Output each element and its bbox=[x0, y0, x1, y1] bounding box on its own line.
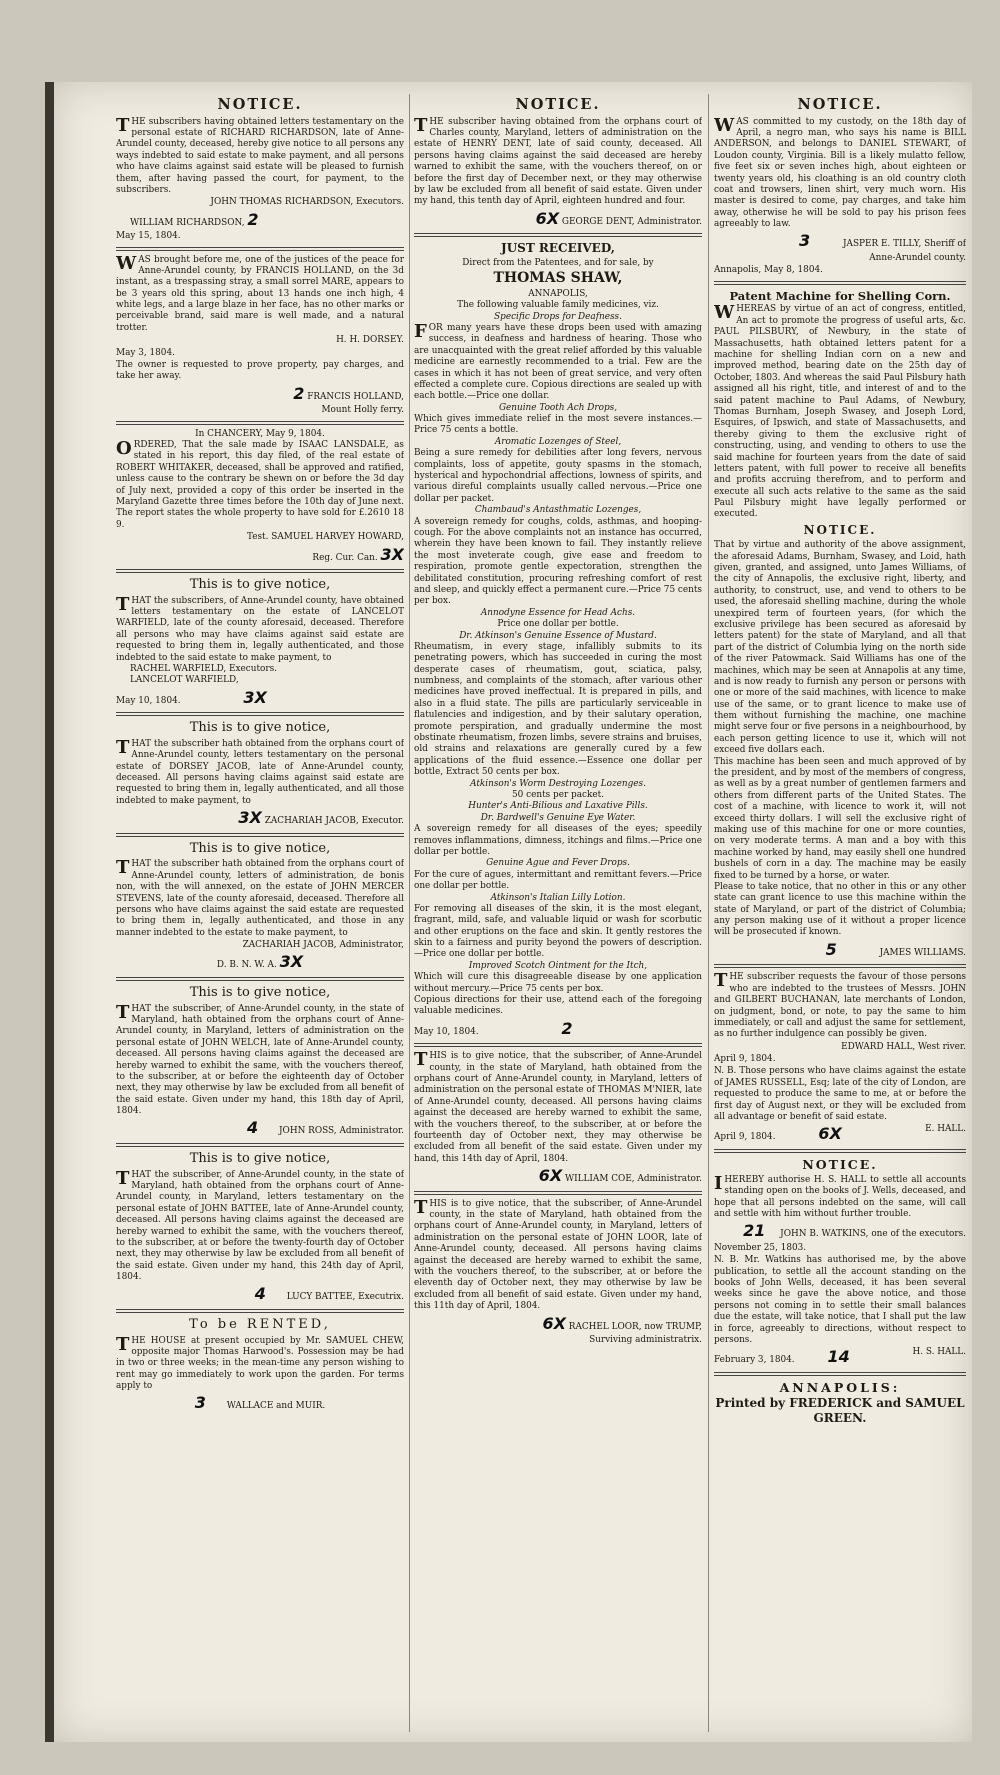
ad-date: May 10, 1804. 2 bbox=[414, 1018, 573, 1038]
ad-heading: This is to give notice, bbox=[189, 720, 331, 736]
divider bbox=[414, 1043, 702, 1047]
medicine-title: Atkinson's Worm Destroying Lozenges. bbox=[470, 778, 646, 789]
ad-date: February 3, 1804. 14 H. S. HALL. bbox=[714, 1347, 966, 1367]
ad-body: HE subscribers having obtained letters testamentary on the personal estate of RICHARD RICHARDSON, late of Anne-Arundel county, deceased, hereby give notice to all persons any ways indebted to said estate to make payment, and all persons who have claims against said estate will be pleased to furnish them, after having passed the court, for payment, to the subscribers. bbox=[116, 116, 404, 195]
drop-cap: F bbox=[414, 320, 427, 342]
medicine-title: Specific Drops for Deafness. bbox=[494, 311, 622, 322]
drop-cap: T bbox=[116, 1167, 130, 1189]
handwritten-mark: 4 bbox=[254, 1284, 266, 1304]
divider bbox=[116, 1309, 404, 1313]
ad-date: April 9, 1804. 6X E. HALL. bbox=[714, 1124, 966, 1144]
ad-heading: NOTICE. bbox=[797, 96, 883, 113]
divider bbox=[714, 1372, 966, 1376]
signature: 3 JASPER E. TILLY, Sheriff of bbox=[799, 231, 966, 251]
ad-heading: This is to give notice, bbox=[189, 840, 331, 856]
imprint-place: ANNAPOLIS: bbox=[779, 1379, 901, 1395]
divider bbox=[714, 281, 966, 285]
signature: 3 WALLACE and MUIR. bbox=[194, 1392, 326, 1412]
ad-body: HAT the subscriber, of Anne-Arundel county, in the state of Maryland, hath obtained from the orphans court of Anne-Arundel county, in Maryland, letters testamentary on the personal estate of JOHN BATTEE, late of Anne-Arundel county, deceased. All persons having claims against the deceased are hereby warned to exhibit the same, with the vouchers thereof, to the subscriber, at or before the twenty-fourth day of October next, they may otherwise by law be excluded from all benefit of the said estate. Given under my hand, this 24th day of April, 1804. bbox=[116, 1169, 404, 1283]
divider bbox=[714, 964, 966, 968]
notice-bill-anderson bbox=[714, 96, 966, 277]
handwritten-mark: 6X bbox=[818, 1124, 842, 1144]
signature: 2 FRANCIS HOLLAND, bbox=[293, 383, 404, 403]
divider bbox=[714, 1149, 966, 1153]
ad-patent-machine bbox=[714, 289, 966, 961]
ad-heading: NOTICE. bbox=[515, 96, 601, 113]
ad-body: HEREAS by virtue of an act of congress, entitled, An act to promote the progress of useful arts, &c. PAUL PILSBURY, of Newbury, in the state of Massachusetts, hath obtained letters patent for a machine for shelling Indian corn on a new and improved method, bearing date on the 25th day of October, 1803. And whereas the said Paul Pilsbury hath assigned all his right, title, and interest of and to the said patent machine to Paul Adams, of Newbury, Thomas Burnham, Joseph Swasey, and Joseph Lord, Esquires, of Ipswich, and state of Massachusetts, and thereby giving to them the exclusive right of constructing, using, and vending to others to use the said machine for fourteen years from the date of said letters patent, with full power to receive all benefits and profits accruing therefrom, and to perform and execute all such acts relative to the same as the said Paul Pilsbury might have legally performed or executed. bbox=[714, 304, 966, 520]
ad-body: RDERED, That the sale made by ISAAC LANSDALE, as stated in his report, this day filed, of the real estate of ROBERT WHITAKER, deceased, shall be approved and ratified, unless cause to the contrary be shewn on or before the 3d day of July next, provided a copy of this order be inserted in the Maryland Gazette three times before the 10th day of June next. The report states the whole property to have sold for £.2610 18 9. bbox=[116, 440, 404, 530]
handwritten-mark: 6X bbox=[535, 208, 560, 228]
medicine-title: Improved Scotch Ointment for the Itch, bbox=[468, 960, 648, 971]
signature: 6X GEORGE DENT, Administrator. bbox=[535, 208, 702, 228]
signature: 6X RACHEL LOOR, now TRUMP, bbox=[542, 1313, 702, 1333]
ad-heading: NOTICE. bbox=[217, 96, 303, 113]
divider bbox=[116, 1143, 404, 1147]
medicine-desc: 50 cents per packet. bbox=[512, 789, 604, 800]
handwritten-mark: 2 bbox=[561, 1018, 573, 1038]
medicine-desc: Which gives immediate relief in the most severe instances.—Price 75 cents a bottle. bbox=[414, 414, 702, 436]
notice-hall-watkins bbox=[714, 1157, 966, 1368]
ad-heading: This is to give notice, bbox=[189, 984, 331, 1000]
signature: Mount Holly ferry. bbox=[321, 405, 404, 416]
ad-body: HIS is to give notice, that the subscriber, of Anne-Arundel county, in the state of Maryland, hath obtained from the orphans court of Anne-Arundel county, in Maryland, letters of administration on the personal estate of THOMAS M'NIER, late of Anne-Arundel county, deceased. All persons having claims against the deceased are hereby warned to exhibit the same, with the vouchers thereof, to the subscriber, at or before the fourteenth day of October next, they may otherwise be excluded from all benefit of the said estate. Given under my hand, this 14th day of April, 1804. bbox=[414, 1051, 702, 1164]
signature: 6X WILLIAM COE, Administrator. bbox=[538, 1166, 702, 1186]
ad-body: HIS is to give notice, that the subscriber, of Anne-Arundel county, in the state of Maryland, hath obtained from the orphans court of Anne-Arundel county, in Maryland, letters of administration on the personal estate of JOHN LOOR, late of Anne-Arundel county, deceased. All persons having claims against the deceased are hereby warned to exhibit the same, with the vouchers thereof, to the subscriber, at or before the eleventh day of October next, they may otherwise by law be excluded from all benefit of said estate. Given under my hand, this 11th day of April, 1804. bbox=[414, 1198, 702, 1312]
signature: D. B. N. W. A. 3X bbox=[216, 952, 304, 972]
ad-body: N. B. Those persons who have claims against the estate of JAMES RUSSELL, Esq; late of the city of London, are requested to produce the same to me, at or before the first day of August next, or they will be excluded from all advantage or benefit of said estate. bbox=[714, 1066, 966, 1123]
medicine-title: Genuine Ague and Fever Drops. bbox=[486, 858, 630, 869]
divider bbox=[414, 233, 702, 237]
medicine-desc: Rheumatism, in every stage, infallibly submits to its penetrating powers, which has succeeded in curing the most desperate cases of rheumatism, gout, sciatica, palsy, numbness, and complaints of the stomach, after various other medicines have proved ineffectual. It is prepared in pills, and also in a fluid state. The pills are particularly serviceable in flatulencies and indigestion, and by their salutary operation, promote perspiration, and gradually undermine the most obstinate rheumatism, frozen limbs, severe strains and bruises, old strains and relaxations are generally cured by a few applications of the fluid essence.—Essence one dollar per bottle, Extract 50 cents per box. bbox=[414, 641, 702, 778]
column-rule bbox=[708, 94, 709, 1732]
notice-mnier bbox=[414, 1051, 702, 1186]
ad-heading: JUST RECEIVED, bbox=[501, 241, 615, 256]
drop-cap: W bbox=[714, 114, 735, 136]
ad-body: HEREBY authorise H. S. HALL to settle all accounts standing open on the books of J. Wells, deceased, and hope that all persons indebted on the same, will call and settle with him without further trouble. bbox=[714, 1174, 966, 1220]
notice-welch bbox=[116, 985, 404, 1139]
ad-line: Direct from the Patentees, and for sale, by bbox=[462, 257, 654, 268]
signature: H. H. DORSEY. bbox=[336, 335, 404, 346]
notice-to-be-rented bbox=[116, 1317, 404, 1413]
medicine-title: Dr. Bardwell's Genuine Eye Water. bbox=[480, 812, 636, 823]
medicine-desc: OR many years have these drops been used with amazing success, in deafness and hardness of hearing. Those who are unacquainted with the great relief afforded by this valuable medicine are earnestly recommended to a trial. Few are the cases in which it has not been of great service, and very often effected a complete cure. Copious directions are sealed up with each bottle.—Price one dollar. bbox=[414, 322, 702, 402]
divider bbox=[116, 421, 404, 425]
ad-body: HE subscriber requests the favour of those persons who are indebted to the trustees of Messrs. JOHN and GILBERT BUCHANAN, late merchants of London, on judgment, bond, or note, to pay the same to him immediately, or call and adjust the same for settlement, as no further indulgence can possibly be given. bbox=[714, 972, 966, 1040]
handwritten-mark: 6X bbox=[542, 1313, 566, 1333]
ad-body: AS committed to my custody, on the 18th day of April, a negro man, who says his name is BILL ANDERSON, and belongs to DANIEL STEWART, of Loudon county, Virginia. Bill is a likely mulatto fellow, five feet six or seven inches high, about eighteen or twenty years old, his cloathing is an old country cloth coat and trowsers, linen shirt, very much worn. His master is desired to come, pay charges, and take him away, otherwise he will be sold to pay his prison fees agreeably to law. bbox=[714, 116, 966, 230]
handwritten-mark: 2 bbox=[247, 209, 259, 229]
notice-buchanan bbox=[714, 972, 966, 1145]
ad-body: HAT the subscriber, of Anne-Arundel county, in the state of Maryland, hath obtained from the orphans court of Anne-Arundel county, in Maryland, letters of administration on the personal estate of JOHN WELCH, late of Anne-Arundel county, deceased. All persons having claims against the deceased are hereby warned to exhibit the same, with the vouchers thereof, to the subscriber, at or before the eighteenth day of October next, they may otherwise by law be excluded from all benefit of the said estate. Given under my hand, this 18th day of April, 1804. bbox=[116, 1003, 404, 1117]
signature: RACHEL WARFIELD, Executors. bbox=[130, 664, 278, 675]
signature: Reg. Cur. Can. 3X bbox=[312, 544, 404, 564]
medicine-desc: Price one dollar per bottle. bbox=[497, 619, 619, 630]
handwritten-mark: 14 bbox=[827, 1347, 850, 1367]
medicine-desc: Being a sure remedy for debilities after long fevers, nervous complaints, loss of appetite, gouty spasms in the stomach, hysterical and hypochondrial affections, lowness of spirits, and various direful complaints usually called nervous.—Price one dollar per packet. bbox=[414, 448, 702, 504]
signature: 5 JAMES WILLIAMS. bbox=[825, 939, 966, 959]
ad-body: That by virtue and authority of the above assignment, the aforesaid Adams, Burnham, Swasey, and Loid, hath given, granted, and assigned, unto James Williams, of the city of Annapolis, the exclusive right, liberty, and authority, to construct, use, and vend to others to be used, the aforesaid shelling machine, during the whole unexpired term of fourteen years, (for which the exclusive privilege has been secured as aforesaid by letters patent) for the state of Maryland, and all that part of the district of Columbia lying on the north side of the river Patowmack. Said Williams has one of the machines, which may be seen at Annapolis at any time, and is now ready to furnish any person or persons with one or more of the said machines, with licence to make use of the same, or to grant licence to make use of them without furnishing the machine, one machine might serve four or five persons in a neighbourhood, by each person getting licence to use it, which will not exceed five dollars each. bbox=[714, 540, 966, 756]
signature: Anne-Arundel county. bbox=[869, 252, 966, 263]
medicine-title: Dr. Atkinson's Genuine Essence of Mustard. bbox=[459, 630, 657, 641]
medicine-title: Annodyne Essence for Head Achs. bbox=[480, 607, 636, 618]
signature: EDWARD HALL, West river. bbox=[841, 1041, 966, 1052]
drop-cap: T bbox=[116, 114, 130, 136]
drop-cap: T bbox=[414, 1196, 428, 1218]
divider bbox=[116, 977, 404, 981]
handwritten-mark: 5 bbox=[825, 939, 837, 959]
column-middle bbox=[414, 94, 702, 1732]
ad-body: HAT the subscriber hath obtained from the orphans court of Anne-Arundel county, letters testamentary on the personal estate of DORSEY JACOB, late of Anne-Arundel county, deceased. All persons having claims against said estate are requested to bring them in, legally authenticated, and all those indebted to make payment, to bbox=[116, 738, 404, 806]
ad-heading: NOTICE. bbox=[803, 522, 877, 537]
divider bbox=[116, 569, 404, 573]
drop-cap: T bbox=[116, 593, 130, 615]
drop-cap: T bbox=[414, 114, 428, 136]
ad-body: This machine has been seen and much approved of by the president, and by most of the members of congress, as well as by a great number of gentlemen farmers and others from different parts of the United States. The cost of a machine, with licence to work it, will not exceed thirty dollars. I will sell the exclusive right of making use of this machine for one or more counties, on very moderate terms. A man and a boy with this machine worked by hand, may easily shell one hundred bushels of corn in a day. The machine may be easily fixed to be turned by a horse, or water. bbox=[714, 756, 966, 881]
ad-date: April 9, 1804. bbox=[714, 1054, 776, 1065]
ad-body: The owner is requested to prove property, pay charges, and take her away. bbox=[116, 360, 404, 382]
signature: JOHN THOMAS RICHARDSON, Executors. bbox=[210, 197, 404, 208]
medicine-desc: For the cure of agues, intermittant and remittant fevers.—Price one dollar per bottle. bbox=[414, 869, 702, 892]
medicine-title: Hunter's Anti-Bilious and Laxative Pills. bbox=[468, 801, 648, 812]
ad-medicines bbox=[414, 241, 702, 1039]
notice-stevens bbox=[116, 841, 404, 973]
ad-body: Please to take notice, that no other in this or any other state can grant licence to use this machine within the state of Maryland, or part of the district of Columbia; any person making use of it without a proper licence will be prosecuted if known. bbox=[714, 881, 966, 938]
signature: WILLIAM RICHARDSON, 2 bbox=[130, 209, 259, 229]
drop-cap: W bbox=[714, 302, 735, 324]
drop-cap: T bbox=[714, 970, 728, 992]
column-right bbox=[714, 94, 966, 1732]
drop-cap: I bbox=[714, 1172, 723, 1194]
ad-date: May 3, 1804. bbox=[116, 347, 175, 358]
notice-warfield bbox=[116, 577, 404, 708]
medicine-title: Chambaud's Antasthmatic Lozenges, bbox=[474, 505, 642, 516]
medicine-desc: For removing all diseases of the skin, it is the most elegant, fragrant, mild, safe, and valuable liquid or wash for scorbutic and other eruptions on the face and skin. It gently restores the skin to a fairness and purity beyond the powers of description.—Price one dollar per bottle. bbox=[414, 903, 702, 960]
drop-cap: T bbox=[414, 1049, 428, 1071]
ad-body: HE HOUSE at present occupied by Mr. SAMUEL CHEW, opposite major Thomas Harwood's. Possession may be had in two or three weeks; in the mean-time any person wishing to rent may go immediately to work upon the garden. For terms apply to bbox=[116, 1335, 404, 1392]
signature: 21 JOHN B. WATKINS, one of the executors. bbox=[743, 1221, 966, 1241]
signature: 3X ZACHARIAH JACOB, Executor. bbox=[238, 808, 404, 828]
divider bbox=[116, 833, 404, 837]
ad-body: HAT the subscriber hath obtained from the orphans court of Anne-Arundel county, letters of administration, de bonis non, with the will annexed, on the estate of JOHN MERCER STEVENS, late of the county aforesaid, deceased. Therefore all persons who have claims against the said estate are requested to bring them in, legally authenticated, and those in any manner indebted to the estate to make payment, to bbox=[116, 859, 404, 938]
notice-richardson bbox=[116, 96, 404, 243]
signature: Surviving administratrix. bbox=[589, 1335, 702, 1346]
medicine-title: Atkinson's Italian Lilly Lotion. bbox=[490, 892, 626, 903]
ad-heading: NOTICE. bbox=[802, 1156, 878, 1172]
notice-dorsey-jacob bbox=[116, 720, 404, 828]
drop-cap: O bbox=[116, 438, 132, 460]
medicine-desc: Which will cure this disagreeable disease by one application without mercury.—Price 75 cents per box. bbox=[414, 972, 702, 994]
ad-date: May 15, 1804. bbox=[116, 231, 181, 242]
medicine-title: Aromatic Lozenges of Steel, bbox=[494, 436, 622, 447]
notice-battee bbox=[116, 1151, 404, 1305]
imprint-printer: Printed by FREDERICK and SAMUEL GREEN. bbox=[715, 1395, 965, 1426]
signature: 4 LUCY BATTEE, Executrix. bbox=[254, 1284, 404, 1304]
medicine-desc: A sovereign remedy for all diseases of the eyes; speedily removes inflammations, dimness, itchings and films.—Price one dollar per bottle. bbox=[414, 824, 702, 857]
divider bbox=[116, 712, 404, 716]
ad-heading: Patent Machine for Shelling Corn. bbox=[729, 288, 951, 303]
handwritten-mark: 3X bbox=[279, 952, 304, 972]
signature: Test. SAMUEL HARVEY HOWARD, bbox=[247, 532, 404, 543]
ad-date: Annapolis, May 8, 1804. bbox=[714, 265, 823, 276]
notice-loor bbox=[414, 1196, 702, 1347]
drop-cap: T bbox=[116, 857, 130, 879]
medicine-desc: A sovereign remedy for coughs, colds, asthmas, and hooping-cough. For the above complaints not an instance has occurred, wherein they have been known to fail. They instantly relieve the most inveterate cough, give ease and freedom to respiration, promote gentle expectoration, strengthen the debilitated constitution, procuring refreshing comfort of rest and sleep, and quickly effect a permanent cure.—Price 75 cents per box. bbox=[414, 516, 702, 607]
newspaper-page bbox=[45, 82, 972, 1742]
handwritten-mark: 3 bbox=[799, 231, 811, 251]
handwritten-mark: 3X bbox=[380, 544, 404, 564]
notice-dent bbox=[414, 96, 702, 229]
divider bbox=[116, 247, 404, 251]
ad-heading: In CHANCERY, May 9, 1804. bbox=[195, 428, 325, 439]
ad-body: HAT the subscribers, of Anne-Arundel county, have obtained letters testamentary on the estate of LANCELOT WARFIELD, late of the county aforesaid, deceased. Therefore all persons who may have claims against said estate are requested to bring them in, legally authenticated, and those indebted to the said estate to make payment, to bbox=[116, 595, 404, 663]
ad-body: N. B. Mr. Watkins has authorised me, by the above publication, to settle all the account standing on the books of John Wells, deceased, it has been several weeks since he gave the above notice, and those persons not coming in to settle their small balances due the estate, will take notice, that I shall put the law in force, agreeably to directions, without respect to persons. bbox=[714, 1255, 966, 1346]
notice-chancery bbox=[116, 429, 404, 565]
column-left bbox=[116, 94, 404, 1732]
handwritten-mark: 21 bbox=[743, 1221, 766, 1241]
drop-cap: T bbox=[116, 736, 130, 758]
medicine-desc: Copious directions for their use, attend each of the foregoing valuable medicines. bbox=[414, 995, 702, 1017]
signature: LANCELOT WARFIELD, bbox=[130, 675, 239, 686]
handwritten-mark: 3 bbox=[194, 1392, 206, 1412]
ad-body: HE subscriber having obtained from the orphans court of Charles county, Maryland, letters of administration on the estate of HENRY DENT, late of said county, deceased. All persons having claims against the said deceased are hereby warned to exhibit the same, with the vouchers thereof, on or before the first day of December next, or they may otherwise by law be excluded from all benefit of said estate. Given under my hand, this tenth day of April, eighteen hundred and four. bbox=[414, 116, 702, 207]
ad-heading: This is to give notice, bbox=[189, 1150, 331, 1166]
handwritten-mark: 3X bbox=[238, 808, 262, 828]
drop-cap: T bbox=[116, 1001, 130, 1023]
ad-heading: To be RENTED, bbox=[189, 1316, 331, 1332]
drop-cap: T bbox=[116, 1333, 130, 1355]
handwritten-mark: 6X bbox=[538, 1166, 563, 1186]
notice-stray-mare bbox=[116, 252, 404, 417]
ad-line: The following valuable family medicines, viz. bbox=[457, 300, 659, 311]
signature: ZACHARIAH JACOB, Administrator, bbox=[242, 940, 404, 951]
divider bbox=[414, 1191, 702, 1195]
handwritten-mark: 2 bbox=[293, 383, 305, 403]
drop-cap: W bbox=[116, 252, 137, 274]
ad-body: AS brought before me, one of the justices of the peace for Anne-Arundel county, by FRANCIS HOLLAND, on the 3d instant, as a trespassing stray, a small sorrel MARE, appears to be 3 years old this spring, about 13 hands one inch high, 4 white legs, and a large blaze in her face, has no other marks or perceivable brand, said mare is well made, and a natural trotter. bbox=[116, 254, 404, 333]
ad-date: May 10, 1804. 3X bbox=[116, 687, 267, 707]
merchant-place: ANNAPOLIS, bbox=[528, 288, 588, 299]
signature: 4 JOHN ROSS, Administrator. bbox=[247, 1118, 404, 1138]
handwritten-mark: 3X bbox=[243, 687, 267, 707]
ad-date: November 25, 1803. bbox=[714, 1242, 807, 1253]
merchant-name: THOMAS SHAW, bbox=[493, 269, 623, 286]
handwritten-mark: 4 bbox=[247, 1118, 259, 1138]
medicine-title: Genuine Tooth Ach Drops, bbox=[498, 402, 618, 413]
ad-heading: This is to give notice, bbox=[189, 577, 331, 593]
column-rule bbox=[409, 94, 410, 1732]
